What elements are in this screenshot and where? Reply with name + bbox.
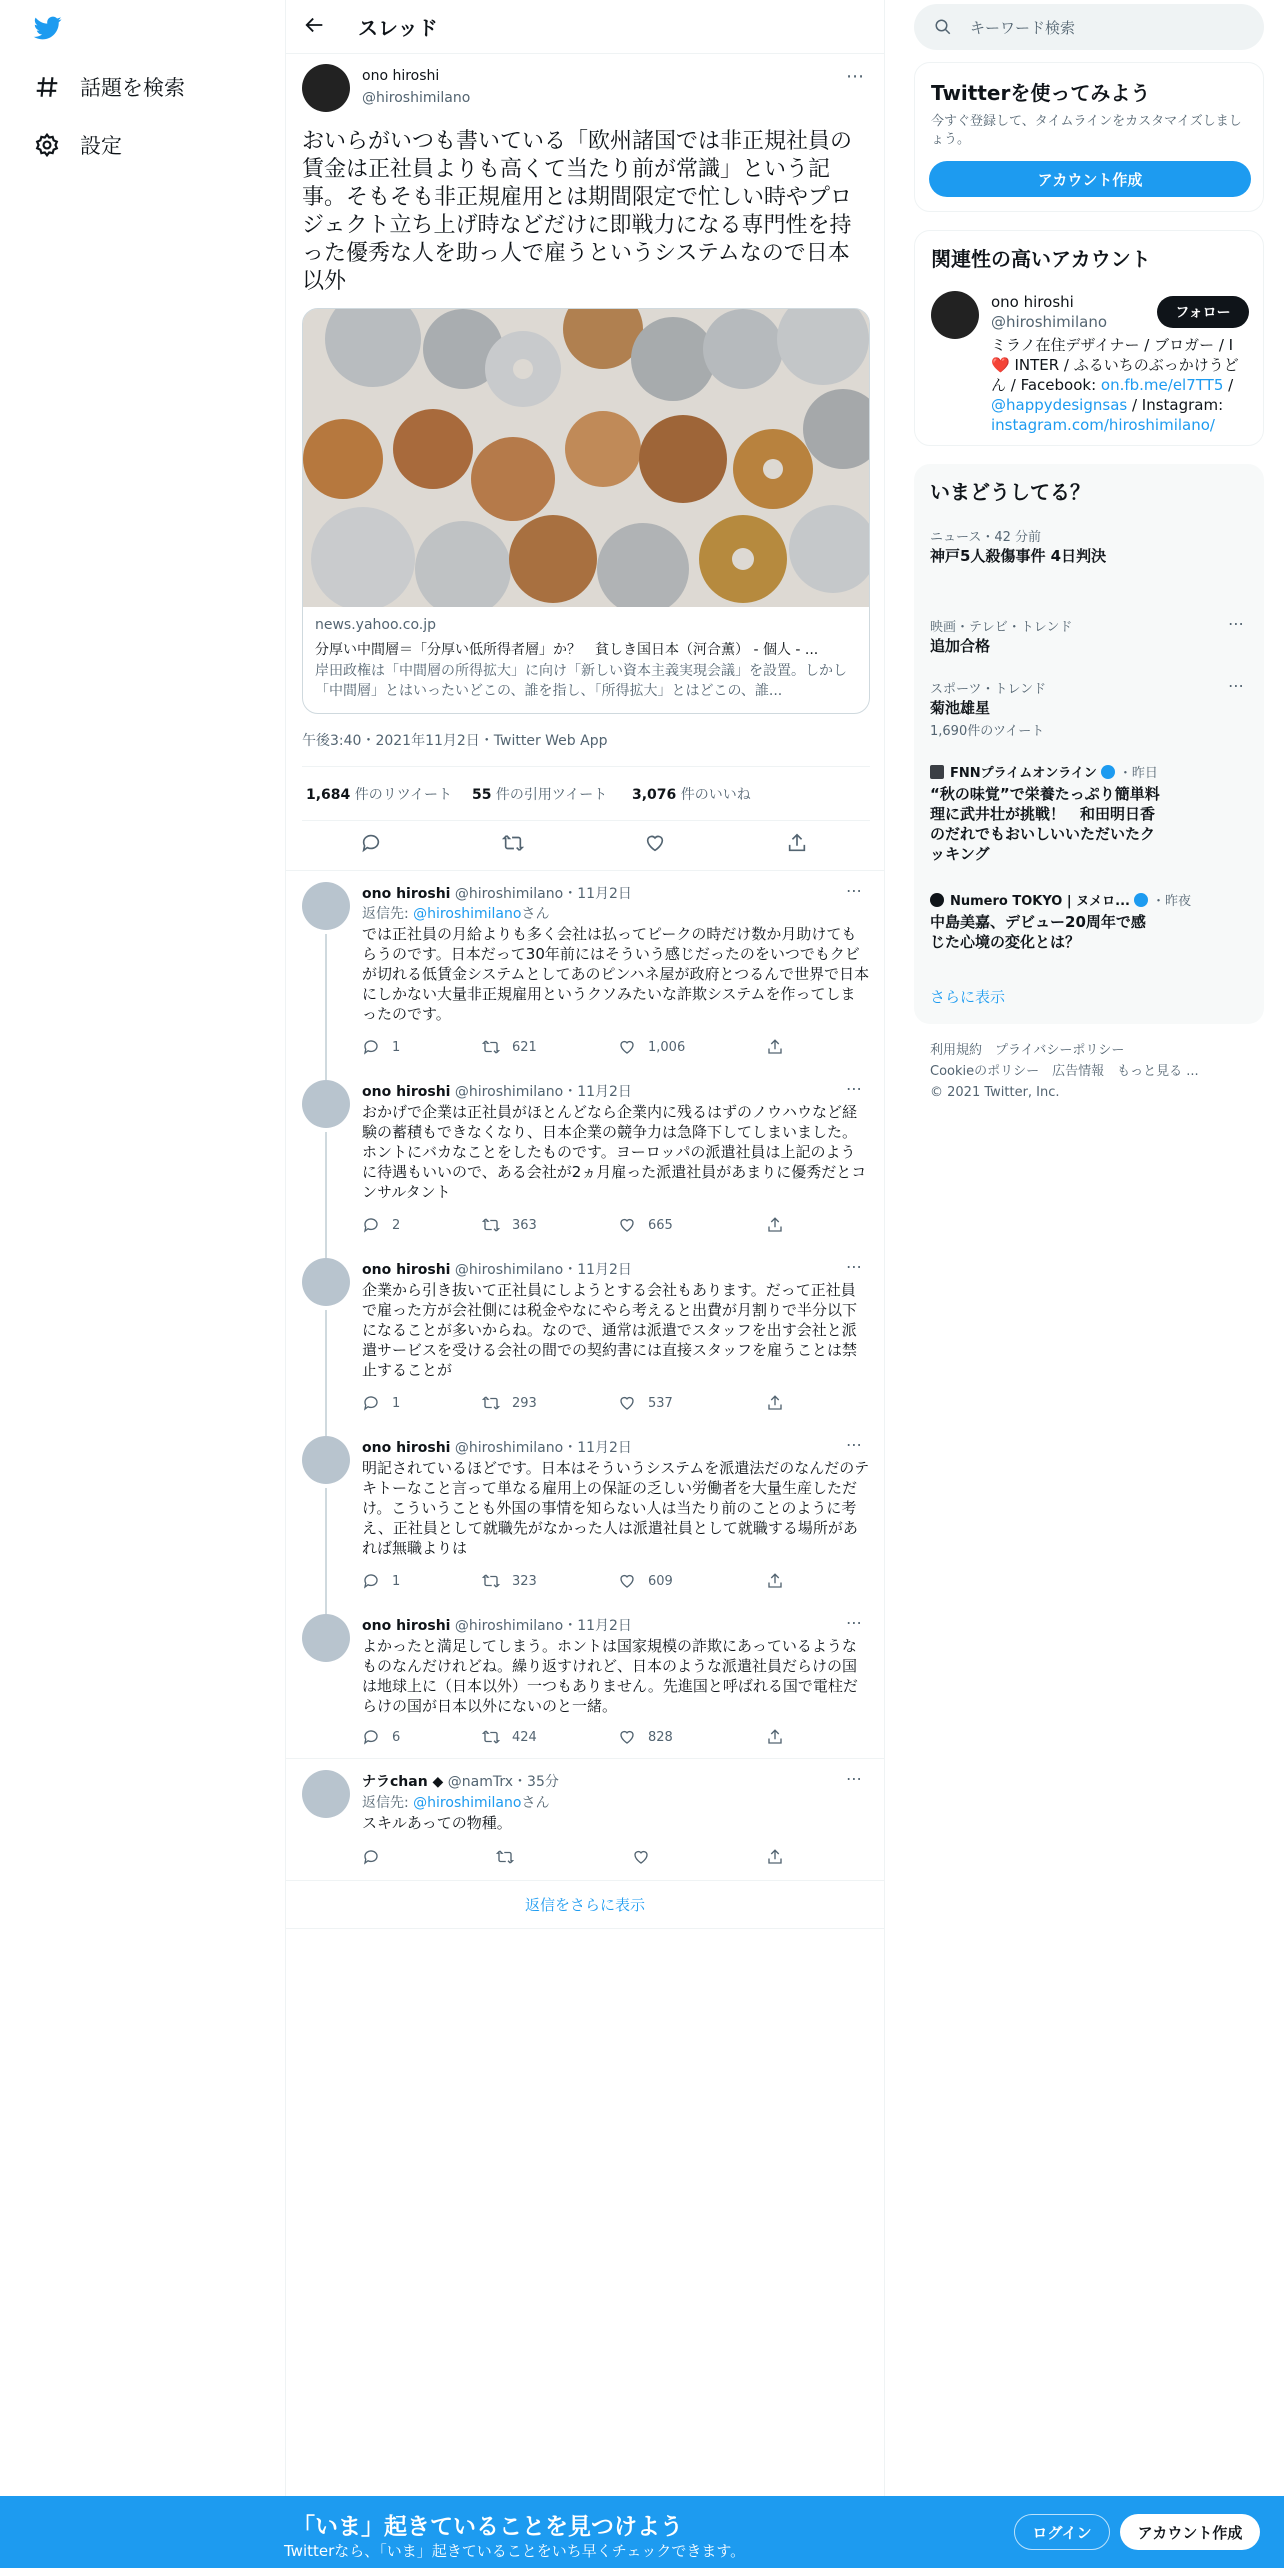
login-button[interactable]: ログイン xyxy=(1014,2514,1110,2550)
reply-button[interactable] xyxy=(362,1038,400,1056)
author-handle[interactable]: @hiroshimilano xyxy=(454,1618,564,1634)
tweet-timestamp[interactable]: 午後3:40・2021年11月2日・Twitter Web App xyxy=(302,733,608,749)
like-count: 537 xyxy=(648,1395,673,1411)
reply-context xyxy=(362,1792,549,1812)
like-icon xyxy=(618,1038,636,1056)
reply-icon xyxy=(362,1394,380,1412)
reply-suffix: さん xyxy=(521,906,550,922)
card-title: 分厚い中間層＝「分厚い低所得者層」か？ 貧しき国日本（河合薫） - 個人 - ... xyxy=(315,642,819,658)
retweet-icon[interactable] xyxy=(502,832,524,858)
author-name[interactable]: ono hiroshi xyxy=(362,886,451,902)
author-handle[interactable]: @hiroshimilano xyxy=(454,1440,564,1456)
author-name[interactable]: ono hiroshi xyxy=(362,1262,451,1278)
quotes-count: 55 xyxy=(472,787,492,803)
hashtag-icon xyxy=(34,74,60,100)
verified-badge-icon xyxy=(1134,893,1148,907)
retweet-icon xyxy=(482,1728,500,1746)
share-icon xyxy=(766,1572,784,1590)
relevant-title: 関連性の高いアカウント xyxy=(931,247,1151,271)
reply-button[interactable] xyxy=(362,1572,400,1590)
bottom-bar-title: 「いま」起きていることを見つけよう xyxy=(292,2514,683,2540)
tweet-text: よかったと満足してしまう。ホントは国家規模の詐欺にあっているようなものなんだけれどね。繰り返すけれど、日本のような派遣社員だらけの国は地球上に（日本以外）一つもありません。先進国と呼ばれる国で電柱だらけの国が日本以外にないのと一緒。 xyxy=(362,1637,858,1715)
divider xyxy=(302,766,870,767)
left-navigation xyxy=(0,0,285,2568)
like-button[interactable] xyxy=(618,1394,673,1412)
reply-to-link[interactable]: @hiroshimilano xyxy=(413,906,522,922)
quote-count-link[interactable] xyxy=(472,784,607,804)
card-description: 岸田政権は「中間層の所得拡大」に向け「新しい資本主義実現会議」を設置。しかし「中間層」とはいったいどこの、誰を指し、「所得拡大」とはどこの、誰... xyxy=(315,663,847,699)
card-image xyxy=(303,309,870,607)
trend-publisher: Numero TOKYO | ヌメロ... xyxy=(950,894,1130,909)
retweet-button[interactable] xyxy=(482,1216,537,1234)
search-placeholder: キーワード検索 xyxy=(970,18,1076,37)
card-domain: news.yahoo.co.jp xyxy=(315,617,436,633)
like-count: 828 xyxy=(648,1729,673,1745)
reply-count: 1 xyxy=(392,1573,401,1589)
thread-line xyxy=(325,1488,327,1614)
likes-count: 3,076 xyxy=(632,787,677,803)
follow-button[interactable]: フォロー xyxy=(1157,296,1249,328)
retweet-count: 323 xyxy=(512,1573,537,1589)
signup-subtitle: 今すぐ登録して、タイムラインをカスタマイズしましょう。 xyxy=(931,114,1242,147)
author-handle[interactable]: @namTrx xyxy=(447,1774,514,1790)
like-count-link[interactable] xyxy=(632,784,751,804)
avatar[interactable] xyxy=(302,64,350,112)
author-handle[interactable]: @hiroshimilano xyxy=(454,886,564,902)
more-options-icon[interactable]: ⋯ xyxy=(846,66,864,87)
retweet-icon xyxy=(482,1572,500,1590)
share-icon xyxy=(766,1728,784,1746)
more-options-icon[interactable]: ⋯ xyxy=(846,1613,862,1632)
reply-context xyxy=(362,903,549,923)
trend-title: “秋の味覚”で栄養たっぷり簡単料理に武井壮が挑戦！ 和田明日香のだれでもおいしいいただいたクッキング xyxy=(930,785,1160,863)
tweet-date[interactable]: ・11月2日 xyxy=(563,1618,632,1634)
like-count: 609 xyxy=(648,1573,673,1589)
share-button[interactable] xyxy=(766,1728,796,1746)
more-options-icon[interactable]: ⋯ xyxy=(846,1257,862,1276)
reply-count: 1 xyxy=(392,1395,401,1411)
reply-icon[interactable] xyxy=(360,832,382,858)
trend-title: 神戸5人殺傷事件 4日判決 xyxy=(930,547,1107,565)
avatar[interactable] xyxy=(302,1258,350,1306)
relevant-handle[interactable]: @hiroshimilano xyxy=(991,313,1108,331)
bio-link[interactable]: on.fb.me/el7TT5 xyxy=(1100,376,1224,394)
trend-meta: ニュース・42 分前 xyxy=(930,530,1042,545)
trend-time: ・昨日 xyxy=(1118,766,1158,781)
tweet-date[interactable]: ・11月2日 xyxy=(563,1084,632,1100)
tweet-date[interactable]: ・11月2日 xyxy=(563,886,632,902)
publisher-logo-icon xyxy=(930,765,944,779)
trend-time: ・昨夜 xyxy=(1151,894,1191,909)
trend-title: 中島美嘉、デビュー20周年で感じた心境の変化とは？ xyxy=(930,913,1146,951)
reply-count: 6 xyxy=(392,1729,401,1745)
share-icon xyxy=(766,1848,784,1866)
author-name[interactable]: ono hiroshi xyxy=(362,1618,451,1634)
like-icon xyxy=(618,1728,636,1746)
share-button[interactable] xyxy=(766,1216,796,1234)
nav-settings[interactable] xyxy=(34,130,122,160)
quotes-label: 件の引用ツイート xyxy=(491,787,608,803)
tweet-date[interactable]: ・11月2日 xyxy=(563,1262,632,1278)
reply-prefix: 返信先: xyxy=(362,1795,414,1811)
relevant-people-card xyxy=(914,230,1264,446)
retweet-icon xyxy=(482,1394,500,1412)
share-button[interactable] xyxy=(766,1394,796,1412)
retweet-button[interactable] xyxy=(482,1728,537,1746)
avatar[interactable] xyxy=(302,1614,350,1662)
reply-button[interactable] xyxy=(362,1728,400,1746)
retweet-count: 293 xyxy=(512,1395,537,1411)
trend-publisher: FNNプライムオンライン xyxy=(950,766,1097,781)
tweet-text: では正社員の月給よりも多く会社は払ってピークの時だけ数か月助けてもらうのです。日本だって30年前にはそういう感じだったのをいつでもクビが切れる低賃金システムとしてあのピンハネ屋が政府とつるんで世界で日本にしかない大量非正規雇用というクソみたいな詐欺システムを作ってしまったのです。 xyxy=(362,925,870,1023)
thread-line xyxy=(325,1132,327,1258)
signup-card xyxy=(914,62,1264,212)
show-more-replies-link[interactable]: 返信をさらに表示 xyxy=(524,1896,645,1914)
create-account-button[interactable]: アカウント作成 xyxy=(929,161,1251,197)
more-options-icon[interactable]: ⋯ xyxy=(846,1435,862,1454)
retweet-icon xyxy=(482,1216,500,1234)
trend-count: 1,690件のツイート xyxy=(930,724,1045,739)
reply-button[interactable] xyxy=(362,1848,392,1866)
divider xyxy=(286,1758,884,1759)
avatar[interactable] xyxy=(302,882,350,930)
like-count: 665 xyxy=(648,1217,673,1233)
tweet-date[interactable]: ・11月2日 xyxy=(563,1440,632,1456)
likes-label: 件のいいね xyxy=(676,787,751,803)
share-button[interactable] xyxy=(766,1038,796,1056)
reply-count: 2 xyxy=(392,1217,401,1233)
more-options-icon[interactable]: ⋯ xyxy=(846,1079,862,1098)
avatar[interactable] xyxy=(302,1436,350,1484)
like-button[interactable] xyxy=(618,1572,673,1590)
reply-icon xyxy=(362,1038,380,1056)
divider xyxy=(286,870,884,871)
divider xyxy=(286,1928,884,1929)
bio-link[interactable]: @happydesignsas xyxy=(991,396,1128,414)
avatar[interactable] xyxy=(302,1080,350,1128)
like-icon xyxy=(618,1572,636,1590)
show-more-trends-link[interactable]: さらに表示 xyxy=(930,988,1006,1006)
thread-column xyxy=(285,0,885,2568)
divider xyxy=(302,820,870,821)
thread-line xyxy=(325,1310,327,1436)
share-button[interactable] xyxy=(766,1572,796,1590)
like-icon xyxy=(632,1848,650,1866)
footer-links[interactable]: 利用規約 プライバシーポリシー xyxy=(930,1043,1125,1058)
author-handle[interactable]: @hiroshimilano xyxy=(454,1262,564,1278)
author-name[interactable]: ナラchan ◆ xyxy=(362,1774,444,1790)
retweets-count: 1,684 xyxy=(306,787,351,803)
publisher-logo-icon xyxy=(930,893,944,907)
reply-icon xyxy=(362,1728,380,1746)
footer-links[interactable]: Cookieのポリシー 広告情報 もっと見る ... xyxy=(930,1064,1199,1079)
relevant-bio xyxy=(991,335,1251,435)
retweets-label: 件のリツイート xyxy=(350,787,453,803)
signup-button[interactable]: アカウント作成 xyxy=(1120,2514,1260,2550)
retweet-icon xyxy=(482,1038,500,1056)
author-name[interactable]: ono hiroshi xyxy=(362,68,440,84)
gear-icon xyxy=(34,132,60,158)
retweet-count-link[interactable] xyxy=(306,784,452,804)
more-options-icon[interactable]: ⋯ xyxy=(1228,614,1244,633)
author-handle[interactable]: @hiroshimilano xyxy=(454,1084,564,1100)
header-divider xyxy=(286,53,884,54)
like-icon xyxy=(618,1216,636,1234)
trend-meta: スポーツ・トレンド xyxy=(930,682,1047,697)
more-options-icon[interactable]: ⋯ xyxy=(846,881,862,900)
trend-title: 追加合格 xyxy=(930,637,991,655)
retweet-button[interactable] xyxy=(482,1572,537,1590)
trends-title: いまどうしてる？ xyxy=(930,480,1090,504)
reply-button[interactable] xyxy=(362,1216,400,1234)
bottom-signup-bar xyxy=(0,2496,1284,2568)
copyright: © 2021 Twitter, Inc. xyxy=(930,1085,1060,1100)
bio-text: / xyxy=(1223,376,1234,394)
reply-icon xyxy=(362,1216,380,1234)
link-card[interactable] xyxy=(302,308,870,714)
search-icon xyxy=(934,18,952,36)
reply-button[interactable] xyxy=(362,1394,400,1412)
trend-title: 菊池雄星 xyxy=(930,699,991,717)
retweet-count: 363 xyxy=(512,1217,537,1233)
signup-title: Twitterを使ってみよう xyxy=(931,81,1151,105)
reply-icon xyxy=(362,1848,380,1866)
trend-meta: 映画・テレビ・トレンド xyxy=(930,620,1073,635)
like-icon[interactable] xyxy=(644,832,666,858)
share-icon xyxy=(766,1038,784,1056)
like-button[interactable] xyxy=(618,1216,673,1234)
share-icon[interactable] xyxy=(786,832,808,858)
twitter-logo-icon[interactable] xyxy=(32,14,64,46)
back-arrow-icon[interactable] xyxy=(304,14,326,40)
tweet-text: 企業から引き抜いて正社員にしようとする会社もあります。だって正社員で雇った方が会社側には税金やなにやら考えると出費が月割りで半分以下になることが多いからね。なので、通常は派遣でスタッフを出す会社と派遣サービスを受ける会社の間での契約書には直接スタッフを雇うことは禁止することが xyxy=(362,1281,858,1379)
bio-link[interactable]: instagram.com/hiroshimilano/ xyxy=(991,416,1215,434)
author-name[interactable]: ono hiroshi xyxy=(362,1084,451,1100)
bio-text: ミラノ在住デザイナー / ブロガー / I ❤️ INTER / ふるいちのぶっかけうどん / Facebook: xyxy=(991,336,1239,394)
thread-line xyxy=(325,934,327,1080)
tweet-text: スキルあっての物種。 xyxy=(362,1814,512,1832)
bio-text: / Instagram: xyxy=(1127,396,1224,414)
like-icon xyxy=(618,1394,636,1412)
reply-icon xyxy=(362,1572,380,1590)
author-handle[interactable]: @hiroshimilano xyxy=(362,90,471,106)
like-button[interactable] xyxy=(632,1848,662,1866)
tweet-text: おかげで企業は正社員がほとんどなら企業内に残るはずのノウハウなど経験の蓄積もできなくなり、日本企業の競争力は急降下してしまいました。ホントにバカなことをしたものです。ヨーロッパの派遣社員は上記のように待遇もいいので、ある会社が2ヵ月雇った派遣社員があまりに優秀だとコンサルタント xyxy=(362,1103,867,1201)
retweet-button[interactable] xyxy=(496,1848,526,1866)
retweet-icon xyxy=(496,1848,514,1866)
reply-count: 1 xyxy=(392,1039,401,1055)
tweet-date[interactable]: ・35分 xyxy=(513,1774,559,1790)
reply-prefix: 返信先: xyxy=(362,906,414,922)
author-name[interactable]: ono hiroshi xyxy=(362,1440,451,1456)
share-icon xyxy=(766,1216,784,1234)
like-button[interactable] xyxy=(618,1038,685,1056)
retweet-count: 621 xyxy=(512,1039,537,1055)
more-options-icon[interactable]: ⋯ xyxy=(1228,676,1244,695)
share-icon xyxy=(766,1394,784,1412)
retweet-button[interactable] xyxy=(482,1394,537,1412)
bottom-bar-subtitle: Twitterなら、「いま」起きていることをいち早くチェックできます。 xyxy=(284,2542,746,2560)
more-options-icon[interactable]: ⋯ xyxy=(846,1769,862,1788)
verified-badge-icon xyxy=(1101,765,1115,779)
share-button[interactable] xyxy=(766,1848,796,1866)
nav-settings-label: 設定 xyxy=(80,134,122,158)
page-title: スレッド xyxy=(358,16,438,40)
nav-explore[interactable] xyxy=(34,72,185,102)
search-input[interactable] xyxy=(914,4,1264,50)
tweet-text: 明記されているほどです。日本はそういうシステムを派遣法だのなんだのテキトーなこと言って単なる雇用上の保証の乏しい労働者を大量生産しただけ。こういうことも外国の事情を知らない人は当たり前のことのように考え、正社員として就職先がなかった人は派遣社員として就職する場所があれば無職よりは xyxy=(362,1459,870,1557)
like-count: 1,006 xyxy=(648,1039,686,1055)
reply-to-link[interactable]: @hiroshimilano xyxy=(413,1795,522,1811)
like-button[interactable] xyxy=(618,1728,673,1746)
retweet-button[interactable] xyxy=(482,1038,537,1056)
nav-explore-label: 話題を検索 xyxy=(80,76,185,100)
trends-card xyxy=(914,464,1264,1024)
avatar[interactable] xyxy=(302,1770,350,1818)
footer xyxy=(930,1040,1199,1103)
avatar[interactable] xyxy=(931,291,979,339)
retweet-count: 424 xyxy=(512,1729,537,1745)
relevant-name[interactable]: ono hiroshi xyxy=(991,293,1074,311)
reply-suffix: さん xyxy=(521,1795,550,1811)
tweet-text: おいらがいつも書いている「欧州諸国では非正規社員の賃金は正社員よりも高くて当たり前が常識」という記事。そもそも非正規雇用とは期間限定で忙しい時やプロジェクト立ち上げ時などだけに即戦力になる専門性を持った優秀な人を助っ人で雇うというシステムなので日本以外 xyxy=(302,129,853,294)
divider xyxy=(286,1880,884,1881)
